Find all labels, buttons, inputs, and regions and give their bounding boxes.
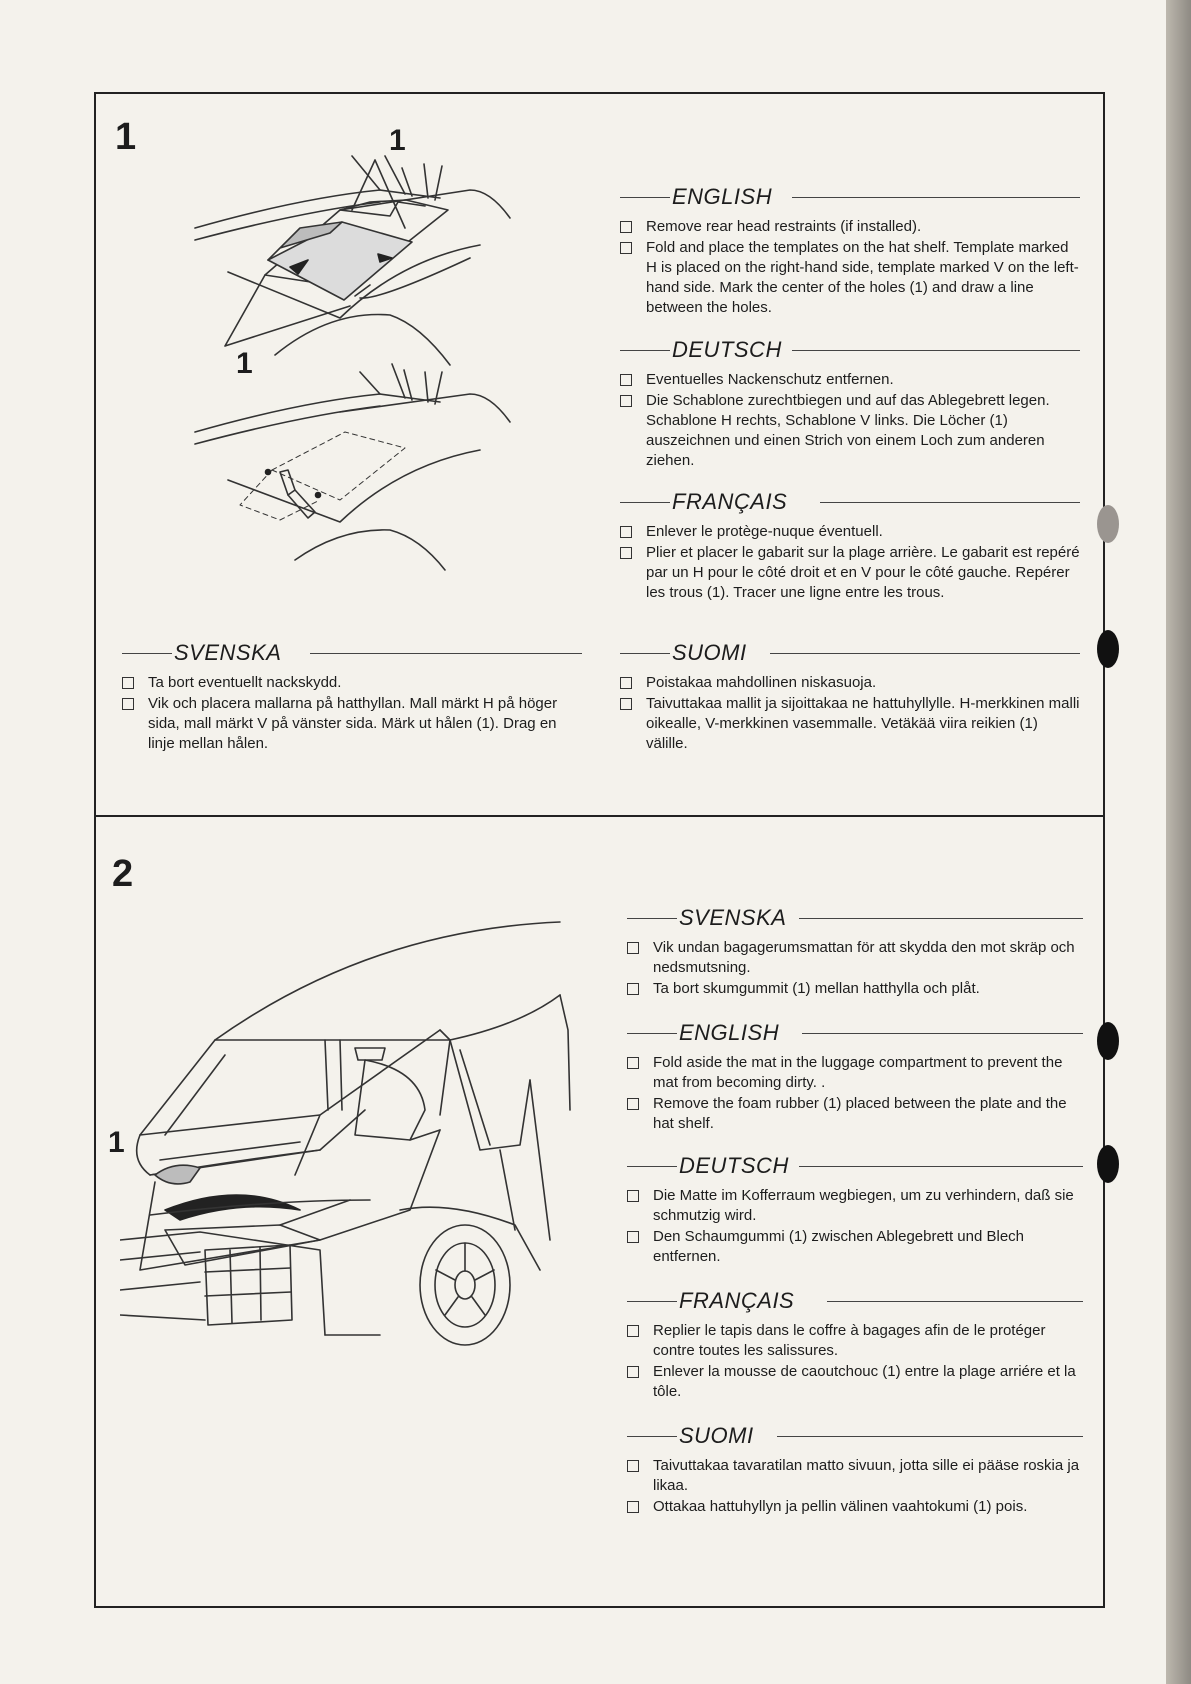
heading-text: FRANÇAIS — [672, 489, 788, 514]
checkbox-icon[interactable] — [627, 1231, 639, 1243]
instruction-text: Enlever le protège-nuque éventuell. — [646, 523, 883, 540]
heading-text: DEUTSCH — [679, 1153, 789, 1178]
checkbox-icon[interactable] — [122, 698, 134, 710]
instruction-item — [620, 522, 1080, 542]
binder-hole-mark — [1097, 1022, 1119, 1060]
step2-english-section — [627, 1018, 1083, 1135]
step1-francais-section — [620, 487, 1080, 604]
section-heading — [620, 182, 1080, 212]
section-heading — [620, 638, 1080, 668]
checkbox-icon[interactable] — [620, 547, 632, 559]
heading-text: FRANÇAIS — [679, 1288, 795, 1313]
heading-text: ENGLISH — [679, 1020, 780, 1045]
step1-english-section — [620, 182, 1080, 319]
heading-rule — [627, 1033, 677, 1034]
instruction-item — [620, 694, 1080, 754]
luggage-compartment-illustration — [120, 910, 580, 1350]
heading-rule — [620, 653, 670, 654]
instruction-text: Remove rear head restraints (if installed). — [646, 218, 922, 235]
heading-rule — [627, 918, 677, 919]
heading-rule — [792, 197, 1080, 198]
instruction-text: Die Schablone zurechtbiegen und auf das Ablegebrett legen. Schablone H rechts, Schablone V links. Die Löcher (1) auszeichnen und einen Strich von einem Loch zum anderen ziehen. — [646, 392, 1050, 469]
instruction-text: Den Schaumgummi (1) zwischen Ablegebrett und Blech entfernen. — [653, 1228, 1025, 1265]
heading-rule — [620, 350, 670, 351]
callout-label: 1 — [389, 124, 406, 157]
step2-deutsch-section — [627, 1151, 1083, 1268]
step1-deutsch-section — [620, 335, 1080, 472]
instruction-text: Fold and place the templates on the hat shelf. Template marked H is placed on the right-hand side, template marked V on the left-hand side. Mark the center of the holes (1) and draw a line between the holes. — [646, 239, 1079, 316]
instruction-item — [627, 1227, 1083, 1267]
instruction-text: Die Matte im Kofferraum wegbiegen, um zu verhindern, daß sie schmutzig wird. — [653, 1187, 1074, 1224]
instruction-item — [627, 1053, 1083, 1093]
heading-rule — [777, 1436, 1083, 1437]
step1-svenska-section — [122, 638, 582, 755]
step-number: 1 — [115, 116, 137, 158]
checkbox-icon[interactable] — [627, 1325, 639, 1337]
binder-hole-mark — [1097, 505, 1119, 543]
heading-rule — [620, 502, 670, 503]
heading-rule — [792, 350, 1080, 351]
instruction-item — [620, 391, 1080, 471]
section-heading — [620, 487, 1080, 517]
instruction-text: Plier et placer le gabarit sur la plage arrière. Le gabarit est repéré par un H pour le côté droit et en V pour le côté gauche. Repérer les trous (1). Tracer une ligne entre les trous. — [646, 544, 1080, 601]
instruction-item — [627, 938, 1083, 978]
instruction-text: Ta bort skumgummit (1) mellan hatthylla och plåt. — [653, 980, 980, 997]
instruction-item — [620, 543, 1080, 603]
instruction-text: Poistakaa mahdollinen niskasuoja. — [646, 674, 877, 691]
instruction-item — [627, 979, 1083, 999]
instruction-text: Taivuttakaa tavaratilan matto sivuun, jotta sille ei pääse roskia ja likaa. — [653, 1457, 1080, 1494]
instruction-text: Replier le tapis dans le coffre à bagages afin de le protéger contre toutes les salissures. — [653, 1322, 1046, 1359]
heading-rule — [820, 502, 1080, 503]
binder-hole-mark — [1097, 630, 1119, 668]
callout-label: 1 — [236, 347, 253, 380]
instruction-item — [627, 1186, 1083, 1226]
section-heading — [627, 1421, 1083, 1451]
checkbox-icon[interactable] — [627, 1190, 639, 1202]
checkbox-icon[interactable] — [627, 983, 639, 995]
section-heading — [620, 335, 1080, 365]
instruction-item — [627, 1362, 1083, 1402]
heading-rule — [799, 918, 1083, 919]
heading-text: SVENSKA — [679, 905, 787, 930]
heading-text: DEUTSCH — [672, 337, 782, 362]
instruction-item — [627, 1321, 1083, 1361]
instruction-item — [122, 673, 582, 693]
page-edge-shadow — [1166, 0, 1191, 1684]
checkbox-icon[interactable] — [627, 1366, 639, 1378]
instruction-text: Enlever la mousse de caoutchouc (1) entre la plage arriére et la tôle. — [653, 1363, 1076, 1400]
instruction-text: Vik undan bagagerumsmattan för att skydda den mot skräp och nedsmutsning. — [653, 939, 1075, 976]
step-number: 2 — [112, 853, 134, 895]
checkbox-icon[interactable] — [620, 677, 632, 689]
checkbox-icon[interactable] — [627, 1057, 639, 1069]
checkbox-icon[interactable] — [620, 374, 632, 386]
instruction-item — [122, 694, 582, 754]
section-heading — [627, 1151, 1083, 1181]
checkbox-icon[interactable] — [122, 677, 134, 689]
instruction-item — [620, 370, 1080, 390]
section-heading — [122, 638, 582, 668]
checkbox-icon[interactable] — [627, 1501, 639, 1513]
step2-suomi-section — [627, 1421, 1083, 1518]
instruction-text: Eventuelles Nackenschutz entfernen. — [646, 371, 894, 388]
checkbox-icon[interactable] — [620, 698, 632, 710]
instruction-item — [627, 1094, 1083, 1134]
step1-suomi-section — [620, 638, 1080, 755]
instruction-text: Fold aside the mat in the luggage compartment to prevent the mat from becoming dirty. . — [653, 1054, 1063, 1091]
checkbox-icon[interactable] — [620, 221, 632, 233]
heading-rule — [627, 1166, 677, 1167]
instruction-item — [627, 1497, 1083, 1517]
checkbox-icon[interactable] — [620, 242, 632, 254]
instruction-item — [627, 1456, 1083, 1496]
instruction-text: Taivuttakaa mallit ja sijoittakaa ne hattuhyllylle. H-merkkinen malli oikealle, V-merkkinen vasemmalle. Vetäkää viira reikien (1) välille. — [646, 695, 1080, 752]
step2-svenska-section — [627, 903, 1083, 1000]
heading-text: ENGLISH — [672, 184, 773, 209]
step-divider — [94, 815, 1103, 817]
checkbox-icon[interactable] — [627, 1460, 639, 1472]
heading-rule — [827, 1301, 1083, 1302]
step2-francais-section — [627, 1286, 1083, 1403]
checkbox-icon[interactable] — [627, 942, 639, 954]
instruction-text: Ottakaa hattuhyllyn ja pellin välinen vaahtokumi (1) pois. — [653, 1498, 1028, 1515]
heading-text: SUOMI — [679, 1423, 754, 1448]
heading-rule — [802, 1033, 1083, 1034]
instruction-text: Vik och placera mallarna på hatthyllan. Mall märkt H på höger sida, mall märkt V på vänster sida. Märk ut hålen (1). Drag en linje mellan hålen. — [148, 695, 558, 752]
instruction-item — [620, 217, 1080, 237]
heading-rule — [770, 653, 1080, 654]
callout-label: 1 — [108, 1126, 125, 1159]
instruction-item — [620, 673, 1080, 693]
instruction-item — [620, 238, 1080, 318]
checkbox-icon[interactable] — [620, 395, 632, 407]
section-heading — [627, 903, 1083, 933]
checkbox-icon[interactable] — [620, 526, 632, 538]
heading-text: SUOMI — [672, 640, 747, 665]
instruction-text: Remove the foam rubber (1) placed between the plate and the hat shelf. — [653, 1095, 1067, 1132]
instruction-text: Ta bort eventuellt nackskydd. — [148, 674, 342, 691]
heading-rule — [627, 1301, 677, 1302]
hat-shelf-template-illustration — [180, 150, 520, 620]
heading-rule — [620, 197, 670, 198]
heading-rule — [799, 1166, 1083, 1167]
heading-rule — [310, 653, 582, 654]
heading-text: SVENSKA — [174, 640, 282, 665]
section-heading — [627, 1286, 1083, 1316]
binder-hole-mark — [1097, 1145, 1119, 1183]
heading-rule — [627, 1436, 677, 1437]
section-heading — [627, 1018, 1083, 1048]
heading-rule — [122, 653, 172, 654]
checkbox-icon[interactable] — [627, 1098, 639, 1110]
